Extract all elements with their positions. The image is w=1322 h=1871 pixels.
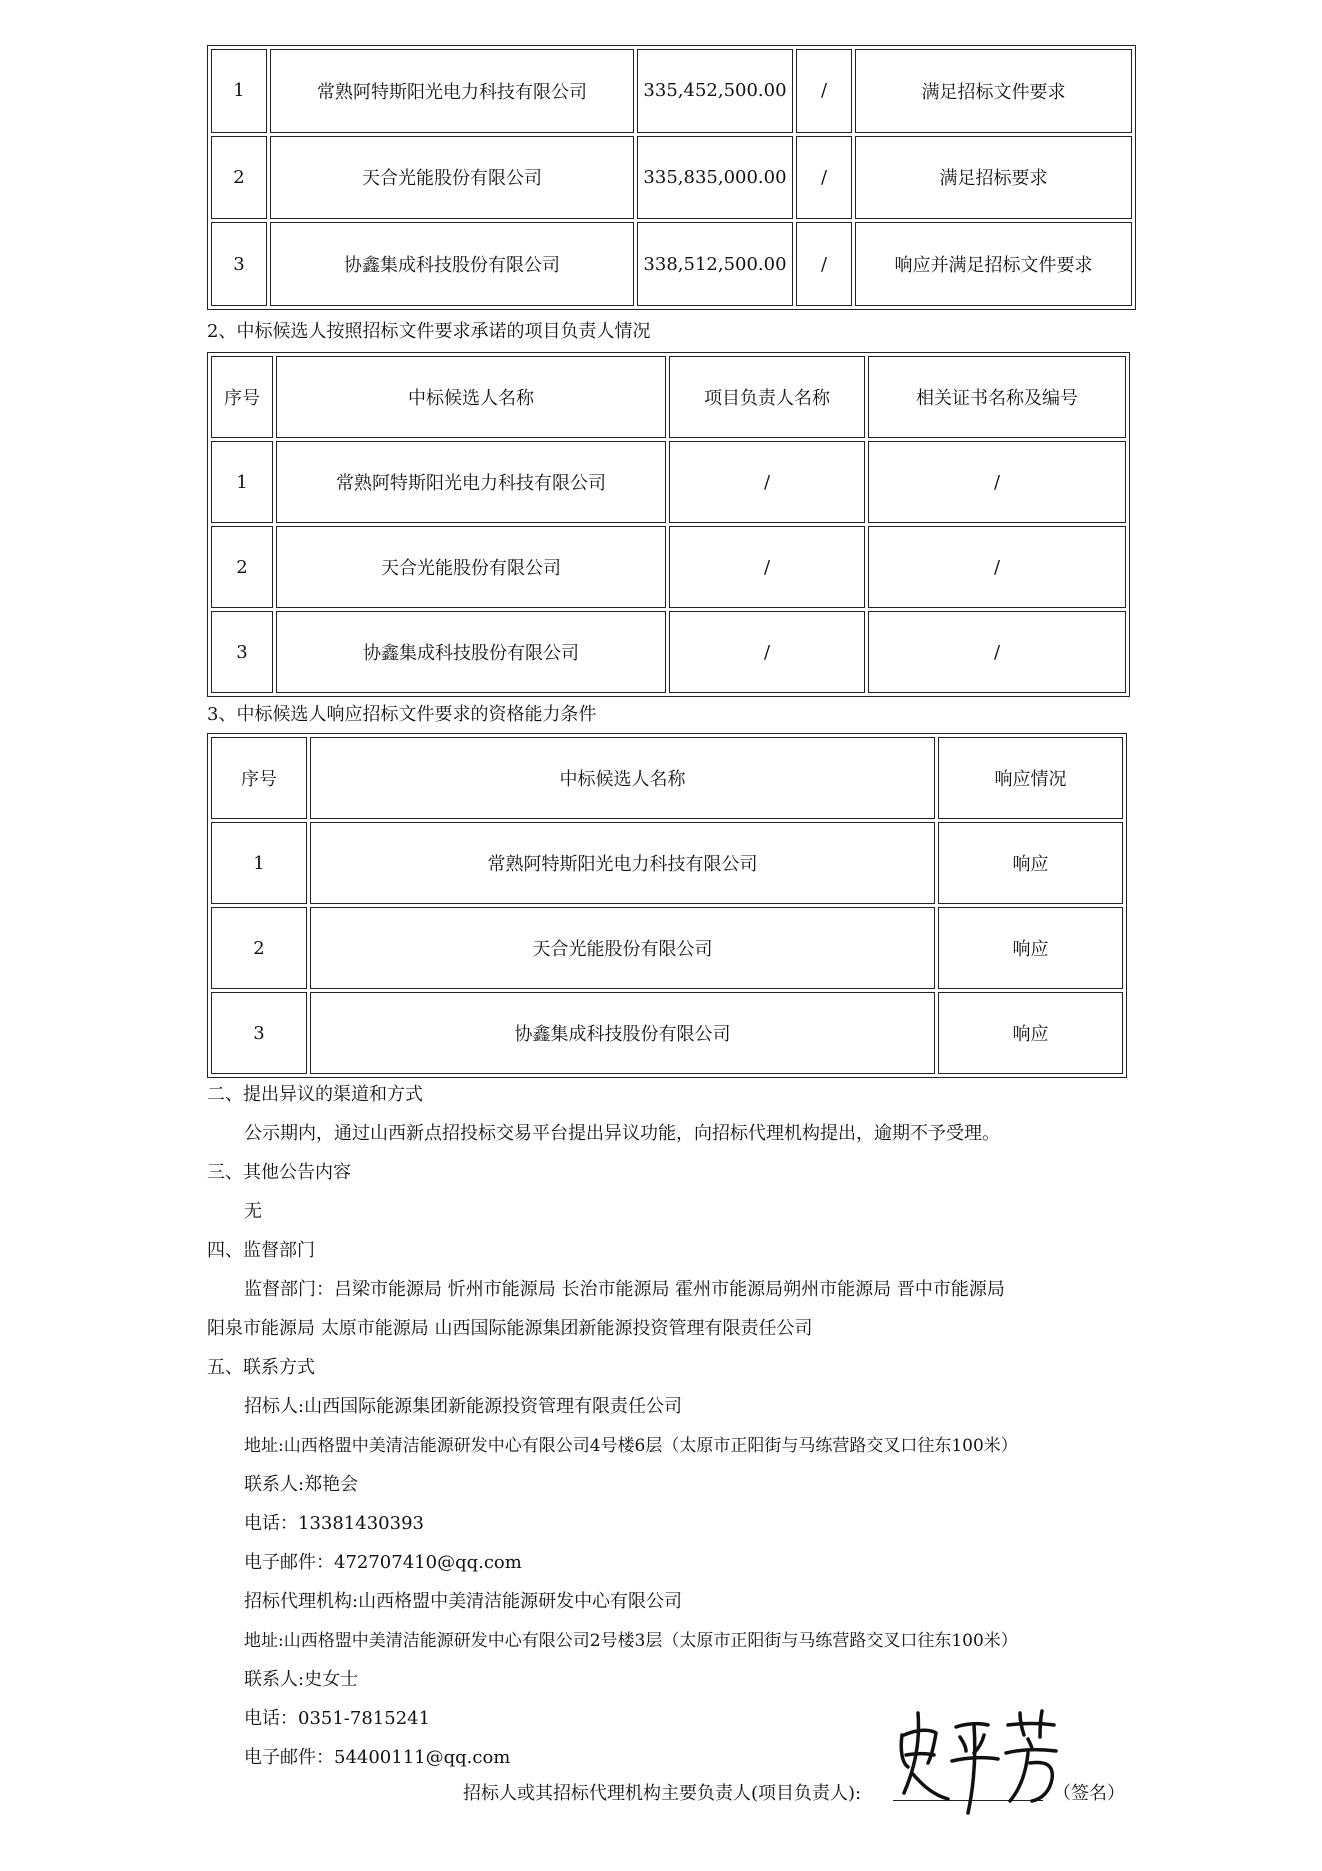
row-number: 3 [211,992,307,1074]
table-row [211,611,1126,693]
agency-contact: 联系人:史女士 [244,1669,359,1690]
column-header: 相关证书名称及编号 [868,356,1126,438]
agency-address: 地址:山西格盟中美清洁能源研发中心有限公司2号楼3层（太原市正阳街与马练营路交叉口往东100米） [244,1631,1018,1651]
project-manager: / [669,441,865,523]
bid-price: 335,835,000.00 [637,136,793,220]
table-row [211,136,1132,220]
certificate: / [868,611,1126,693]
candidate-name: 协鑫集成科技股份有限公司 [270,222,634,306]
response-status: 响应 [938,822,1123,904]
column-header: 中标候选人名称 [310,737,935,819]
qualification-table [207,733,1127,1078]
table-row [211,822,1123,904]
row-number: 1 [211,441,273,523]
signature-suffix: （签名） [1053,1783,1125,1804]
column-header: 序号 [211,356,273,438]
tenderer-address: 地址:山西格盟中美清洁能源研发中心有限公司4号楼6层（太原市正阳街与马练营路交叉口往东100米） [244,1436,1018,1456]
other-title: 三、其他公告内容 [207,1162,351,1183]
table-row [211,992,1123,1074]
evaluation-result: 满足招标文件要求 [855,49,1132,133]
column-header: 响应情况 [938,737,1123,819]
column-header: 中标候选人名称 [276,356,666,438]
agency-phone: 电话：0351-7815241 [244,1708,431,1729]
column-header: 项目负责人名称 [669,356,865,438]
table-row [211,49,1132,133]
row-number: 2 [211,136,267,220]
row-number: 1 [211,49,267,133]
cell-slash: / [796,49,852,133]
table-header-row [211,356,1126,438]
table-row [211,222,1132,306]
row-number: 1 [211,822,307,904]
objection-text: 公示期内，通过山西新点招投标交易平台提出异议功能，向招标代理机构提出，逾期不予受理。 [244,1123,1000,1144]
supervision-title: 四、监督部门 [207,1240,315,1261]
candidate-name: 天合光能股份有限公司 [270,136,634,220]
tenderer-contact: 联系人:郑艳会 [244,1474,359,1495]
row-number: 3 [211,611,273,693]
bid-price: 338,512,500.00 [637,222,793,306]
tenderer: 招标人:山西国际能源集团新能源投资管理有限责任公司 [244,1396,683,1417]
other-text: 无 [244,1201,262,1222]
supervision-line-1: 监督部门：吕梁市能源局 忻州市能源局 长治市能源局 霍州市能源局朔州市能源局 晋中市能源局 [244,1279,1005,1300]
row-number: 3 [211,222,267,306]
project-manager: / [669,611,865,693]
handwritten-signature [890,1695,1080,1825]
table-header-row [211,737,1123,819]
cell-slash: / [796,222,852,306]
tenderer-email: 电子邮件：472707410@qq.com [244,1552,522,1573]
project-manager: / [669,526,865,608]
candidate-name: 天合光能股份有限公司 [276,526,666,608]
evaluation-result: 满足招标要求 [855,136,1132,220]
bid-price: 335,452,500.00 [637,49,793,133]
response-status: 响应 [938,907,1123,989]
candidate-name: 协鑫集成科技股份有限公司 [276,611,666,693]
candidate-name: 常熟阿特斯阳光电力科技有限公司 [310,822,935,904]
supervision-line-2: 阳泉市能源局 太原市能源局 山西国际能源集团新能源投资管理有限责任公司 [207,1318,813,1339]
table-row [211,441,1126,523]
signature-label: 招标人或其招标代理机构主要负责人(项目负责人): [463,1783,862,1804]
row-number: 2 [211,526,273,608]
column-header: 序号 [211,737,307,819]
evaluation-result: 响应并满足招标文件要求 [855,222,1132,306]
certificate: / [868,526,1126,608]
row-number: 2 [211,907,307,989]
project-manager-table [207,352,1130,697]
objection-title: 二、提出异议的渠道和方式 [207,1084,423,1105]
response-status: 响应 [938,992,1123,1074]
table-row [211,526,1126,608]
agency-email: 电子邮件：54400111@qq.com [244,1747,511,1768]
section-3-title: 3、中标候选人响应招标文件要求的资格能力条件 [207,704,597,725]
tenderer-phone: 电话：13381430393 [244,1513,424,1534]
section-2-title: 2、中标候选人按照招标文件要求承诺的项目负责人情况 [207,321,651,342]
table-row [211,907,1123,989]
cell-slash: / [796,136,852,220]
bid-price-table [207,45,1136,310]
candidate-name: 常熟阿特斯阳光电力科技有限公司 [270,49,634,133]
contact-title: 五、联系方式 [207,1357,315,1378]
agency: 招标代理机构:山西格盟中美清洁能源研发中心有限公司 [244,1591,683,1612]
candidate-name: 天合光能股份有限公司 [310,907,935,989]
candidate-name: 协鑫集成科技股份有限公司 [310,992,935,1074]
certificate: / [868,441,1126,523]
candidate-name: 常熟阿特斯阳光电力科技有限公司 [276,441,666,523]
